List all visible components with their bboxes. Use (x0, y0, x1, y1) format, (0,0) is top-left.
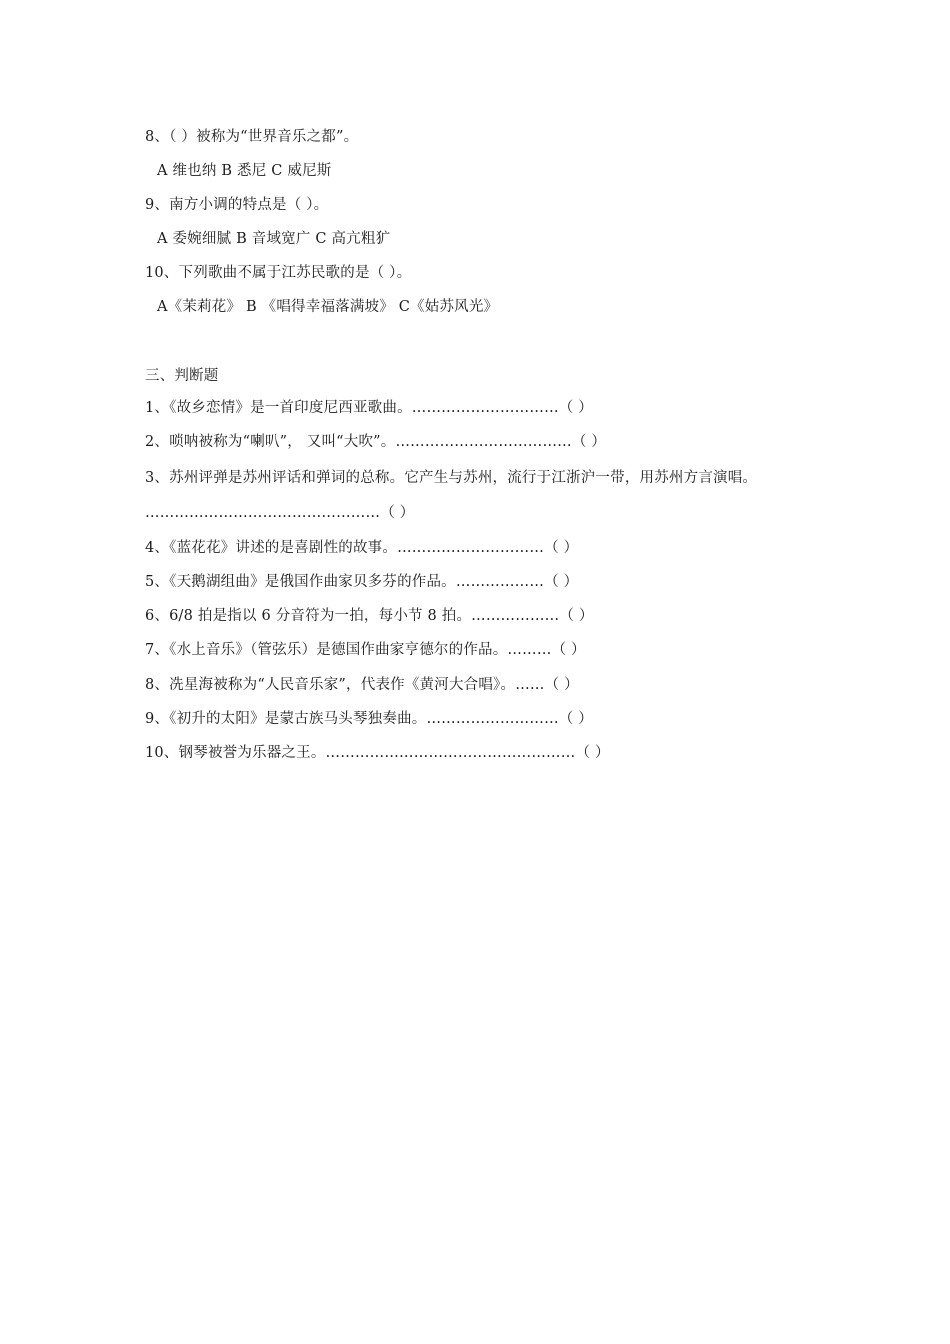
judge-item-6: 6、6/8 拍是指以 6 分音符为一拍，每小节 8 拍。………………（ ） (145, 608, 594, 624)
judge-item-7: 7、《水上音乐》（管弦乐）是德国作曲家亨德尔的作品。………（ ） (145, 642, 586, 658)
question-9-options: A 委婉细腻 B 音域宽广 C 高亢粗犷 (157, 231, 391, 247)
judge-item-3-continuation: …………………………………………（ ） (145, 505, 415, 521)
judge-item-3: 3、苏州评弹是苏州评话和弹词的总称。它产生与苏州，流行于江浙沪一带，用苏州方言演唱。 (145, 470, 758, 486)
judge-item-8: 8、冼星海被称为“人民音乐家”，代表作《黄河大合唱》。……（ ） (145, 677, 579, 693)
judge-item-4: 4、《蓝花花》讲述的是喜剧性的故事。…………………………（ ） (145, 540, 579, 556)
question-8-stem: 8、（ ）被称为“世界音乐之都”。 (145, 129, 359, 145)
question-10-stem: 10、下列歌曲不属于江苏民歌的是（ ）。 (145, 265, 412, 281)
judge-item-2: 2、唢呐被称为“喇叭”， 又叫“大吹”。………………………………（ ） (145, 434, 607, 450)
question-9-stem: 9、南方小调的特点是（ ）。 (145, 197, 329, 213)
judge-item-1: 1、《故乡恋情》是一首印度尼西亚歌曲。…………………………（ ） (145, 400, 593, 416)
judge-item-10: 10、钢琴被誉为乐器之王。……………………………………………（ ） (145, 745, 610, 761)
question-10-options: A《茉莉花》 B 《唱得幸福落满坡》 C《姑苏风光》 (157, 299, 499, 315)
question-8-options: A 维也纳 B 悉尼 C 威尼斯 (157, 163, 332, 179)
judge-item-9: 9、《初升的太阳》是蒙古族马头琴独奏曲。………………………（ ） (145, 711, 593, 727)
judge-item-5: 5、《天鹅湖组曲》是俄国作曲家贝多芬的作品。………………（ ） (145, 574, 579, 590)
section-title-judgment: 三、判断题 (145, 368, 219, 384)
